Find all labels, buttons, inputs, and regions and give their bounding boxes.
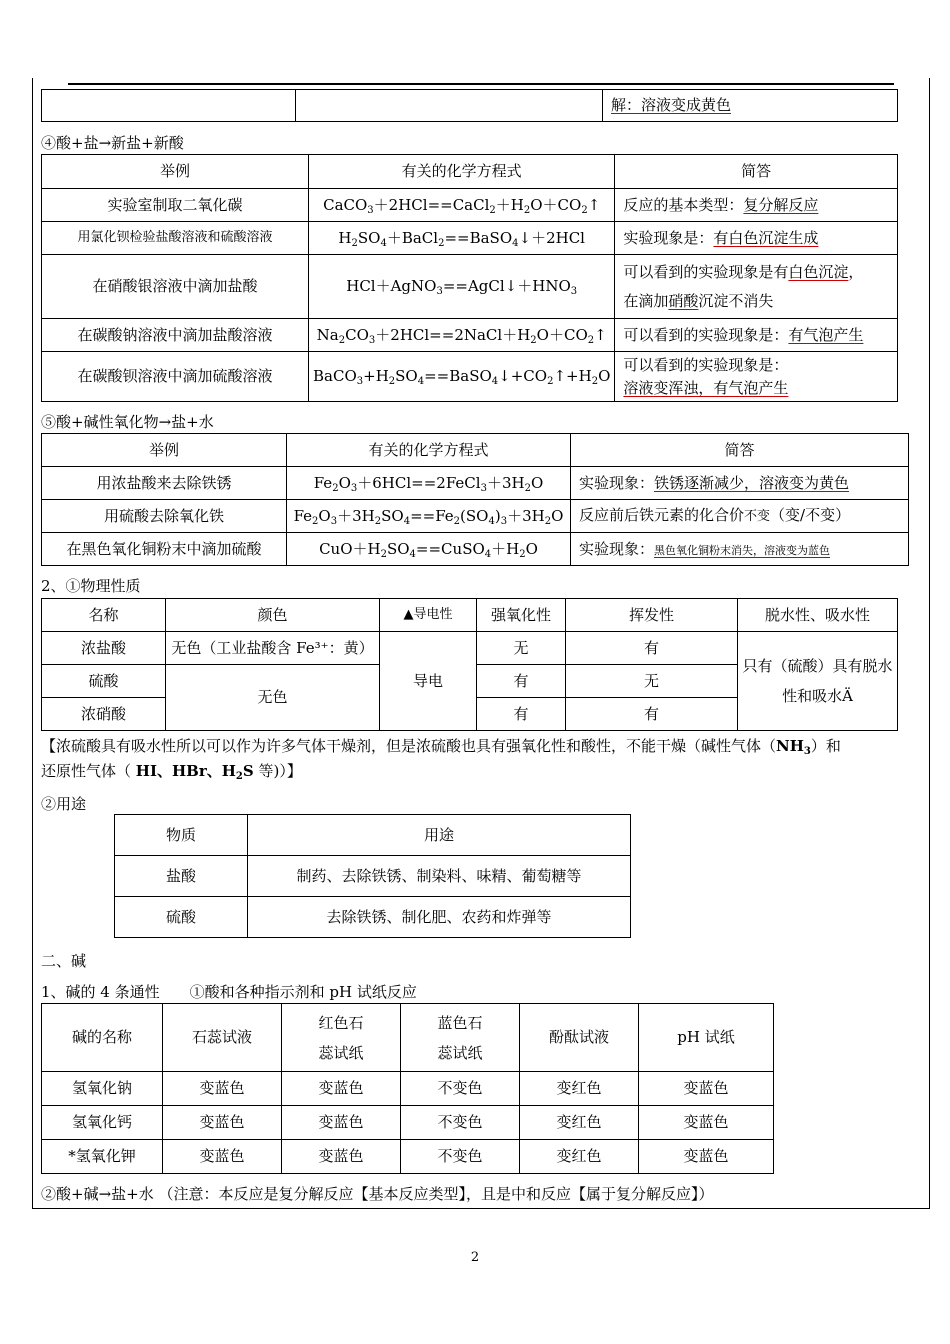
equation-cell: $CaCO_3+2HCl==CaCl_2+H_2O+CO_2↑$: [309, 189, 615, 222]
table-row: 氢氧化钙 变蓝色 变蓝色 不变色 变红色 变蓝色: [42, 1106, 774, 1140]
sec4-table: 举例 有关的化学方程式 简答 实验室制取二氧化碳 $CaCO_3+2HCl==CaCl_2+H_2O+CO_2↑$ 反应的基本类型：复分解反应 用氯化钡检验盐酸溶液和硫酸溶液 $H_2SO_4+BaCl_2==BaSO_4↓+2HCl$ 实验现象是：有白色沉淀生成 在硝酸银溶液中滴加盐酸 $HCl+AgNO_3==AgCl↓+HNO_3$ 可以看到的实验现象是有白色沉淀， 在滴加硝酸沉淀不消失 在碳酸钠溶液中滴加盐酸溶液 $Na_2CO_3+2HCl==2NaCl+H_2O+CO_2↑$ 可以看到的实验现象是：有气泡产生 在碳酸钡溶液中滴加硫酸溶液 $BaCO_3+H_2SO_4==BaSO_4↓+CO_2↑+H_2O$ 可以看到的实验现象是： 溶液变浑浊，有气泡产生: [41, 154, 898, 402]
example-cell: 在硝酸银溶液中滴加盐酸: [42, 255, 309, 319]
base-table: 碱的名称 石蕊试液 红色石 蕊试纸 蓝色石 蕊试纸 酚酞试液 pH 试纸 氢氧化钠 变蓝色 变蓝色 不变色 变红色 变蓝色 氢氧化钙 变蓝色 变蓝色 不变色 变红色 变蓝色 *氢氧化钾 变蓝色 变蓝色 不变色 变红色 变蓝色: [41, 1003, 774, 1174]
base-title: 二、碱: [41, 952, 87, 970]
equation-cell: $HCl+AgNO_3==AgCl↓+HNO_3$: [309, 255, 615, 319]
table-row: *氢氧化钾 变蓝色 变蓝色 不变色 变红色 变蓝色: [42, 1140, 774, 1174]
equation-cell: $Fe_2O_3+3H_2SO_4==Fe_2(SO_4)_3+3H_2O$: [287, 500, 571, 533]
col-header: 简答: [615, 155, 898, 189]
base-heading: 1、碱的 4 条通性 ①酸和各种指示剂和 pH 试纸反应: [41, 983, 417, 1001]
col-header: 有关的化学方程式: [309, 155, 615, 189]
sec5-table: 举例 有关的化学方程式 简答 用浓盐酸来去除铁锈 $Fe_2O_3+6HCl==2FeCl_3+3H_2O$ 实验现象：铁锈逐渐减少，溶液变为黄色 用硫酸去除氧化铁 $Fe_2O_3+3H_2SO_4==Fe_2(SO_4)_3+3H_2O$ 反应前后铁元素的化合价不变（变/不变） 在黑色氧化铜粉末中滴加硫酸 $CuO+H_2SO_4==CuSO_4+H_2O$ 实验现象：黑色氧化铜粉末消失，溶液变为蓝色: [41, 433, 909, 566]
uses-heading: ②用途: [41, 795, 87, 813]
sec5-heading: ⑤酸+碱性氧化物→盐+水: [41, 413, 214, 431]
example-cell: 实验室制取二氧化碳: [42, 189, 309, 222]
col-header: 举例: [42, 434, 287, 467]
page-number: 2: [470, 1250, 480, 1265]
example-cell: 用硫酸去除氧化铁: [42, 500, 287, 533]
col-header: 举例: [42, 155, 309, 189]
equation-cell: $Fe_2O_3+6HCl==2FeCl_3+3H_2O$: [287, 467, 571, 500]
example-cell: 在碳酸钠溶液中滴加盐酸溶液: [42, 319, 309, 352]
example-cell: 在黑色氧化铜粉末中滴加硫酸: [42, 533, 287, 566]
equation-cell: $BaCO_3+H_2SO_4==BaSO_4↓+CO_2↑+H_2O$: [309, 352, 615, 402]
example-cell: 用氯化钡检验盐酸溶液和硫酸溶液: [42, 222, 309, 255]
uses-table: 物质 用途 盐酸 制药、去除铁锈、制染料、味精、葡萄糖等 硫酸 去除铁锈、制化肥、农药和炸弹等: [114, 814, 631, 938]
col-header: 有关的化学方程式: [287, 434, 571, 467]
equation-cell: $Na_2CO_3+2HCl==2NaCl+H_2O+CO_2↑$: [309, 319, 615, 352]
table-row: 氢氧化钠 变蓝色 变蓝色 不变色 变红色 变蓝色: [42, 1072, 774, 1106]
example-cell: 用浓盐酸来去除铁锈: [42, 467, 287, 500]
equation-cell: $CuO+H_2SO_4==CuSO_4+H_2O$: [287, 533, 571, 566]
props-table: 名称 颜色 ▲导电性 强氧化性 挥发性 脱水性、吸水性 浓盐酸 无色（工业盐酸含 Fe³⁺：黄） 导电 无 有 只有（硫酸）具有脱水性和吸水Ä 硫酸 无色 有 无 浓硝酸 有 有: [41, 598, 898, 731]
equation-cell: $H_2SO_4+BaCl_2==BaSO_4↓+2HCl$: [309, 222, 615, 255]
sec4-heading: ④酸+盐→新盐+新酸: [41, 134, 184, 152]
base-footer: ②酸+碱→盐+水 （注意：本反应是复分解反应【基本反应类型】，且是中和反应【属于复分解反应】）: [41, 1185, 714, 1203]
top-note: 解：溶液变成黄色: [611, 96, 732, 114]
col-header: 简答: [571, 434, 909, 467]
top-row-table: [41, 89, 898, 122]
props-note-1: 【浓硫酸具有吸水性所以可以作为许多气体干燥剂，但是浓硫酸也具有强氧化性和酸性，不能干燥（碱性气体$(NH_3)$和: [41, 737, 841, 757]
example-cell: 在碳酸钡溶液中滴加硫酸溶液: [42, 352, 309, 402]
props-heading: 2、①物理性质: [41, 577, 141, 595]
props-note-2: 还原性气体（ HI、HBr、$H_2S$ 等)）】: [41, 762, 302, 782]
